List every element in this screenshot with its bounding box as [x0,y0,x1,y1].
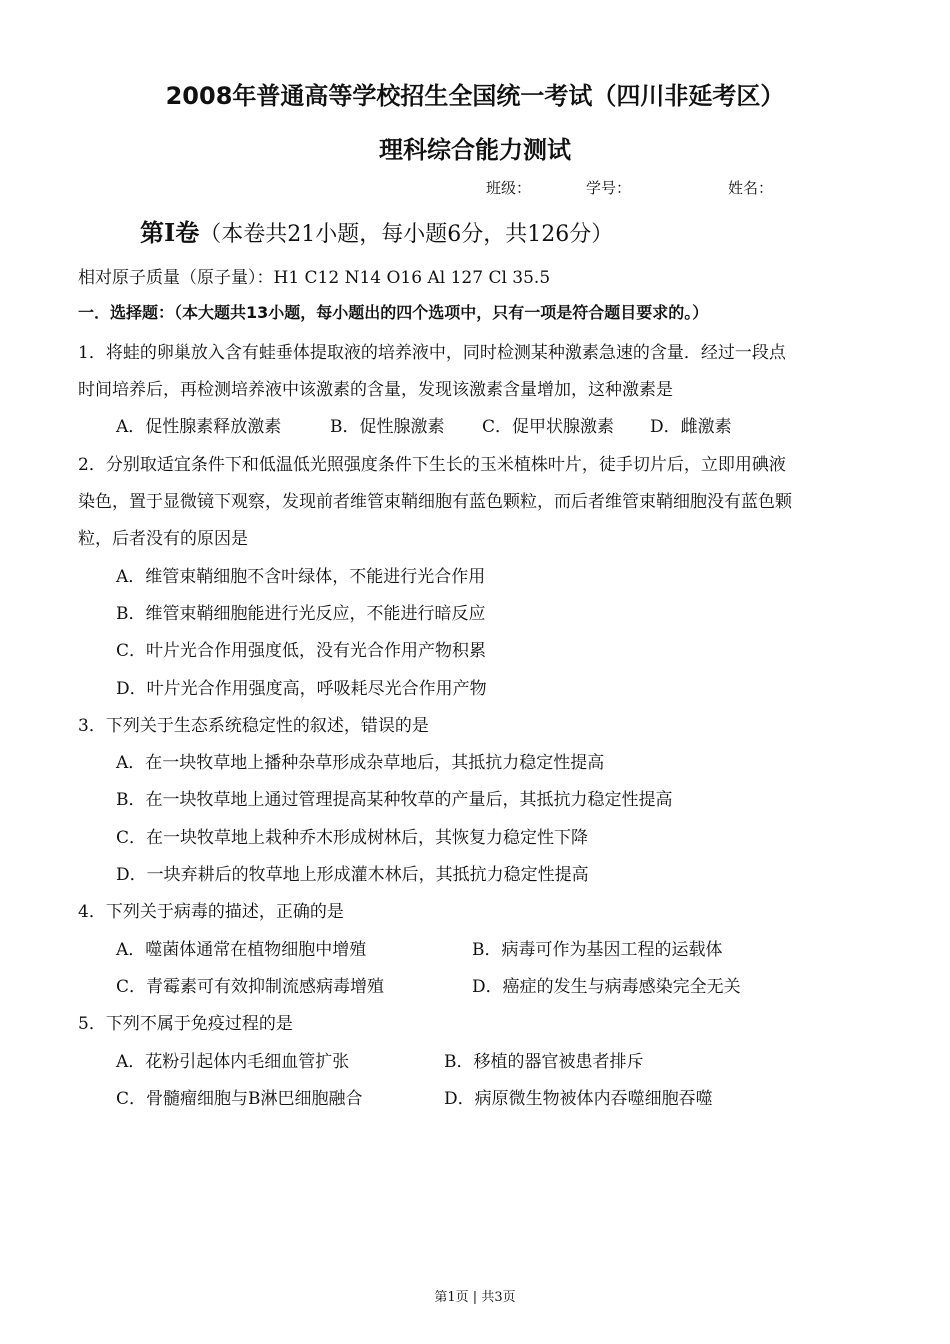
q2-option-a: A．维管束鞘细胞不含叶绿体，不能进行光合作用 [116,567,486,587]
atomic-mass-line: 相对原子质量（原子量）：H1 C12 N14 O16 Al 127 Cl 35.5 [78,268,551,288]
section-title: 第Ⅰ卷 [140,218,200,247]
section-heading [140,213,613,248]
q4-option-d: D．癌症的发生与病毒感染完全无关 [472,977,741,997]
q2-stem-line1: 2．分别取适宜条件下和低温低光照强度条件下生长的玉米植株叶片，徒手切片后，立即用碘液 [78,455,786,475]
q3-stem: 3．下列关于生态系统稳定性的叙述，错误的是 [78,716,429,736]
q2-option-b: B．维管束鞘细胞能进行光反应，不能进行暗反应 [116,604,486,624]
q5-option-d: D．病原微生物被体内吞噬细胞吞噬 [444,1089,713,1109]
q1-option-b: B．促性腺激素 [330,417,445,437]
q5-option-c: C．骨髓瘤细胞与B淋巴细胞融合 [116,1089,363,1109]
q2-stem-line3: 粒，后者没有的原因是 [78,529,248,549]
q1-stem-line1: 1．将蛙的卵巢放入含有蛙垂体提取液的培养液中，同时检测某种激素急速的含量．经过一段点 [78,343,786,363]
q5-option-a: A．花粉引起体内毛细血管扩张 [116,1052,350,1072]
part1-heading: 一．选择题：（本大题共13小题，每小题出的四个选项中，只有一项是符合题目要求的。） [78,303,709,322]
q4-option-b: B．病毒可作为基因工程的运载体 [472,940,723,960]
q5-option-b: B．移植的器官被患者排斥 [444,1052,644,1072]
q4-option-c: C．青霉素可有效抑制流感病毒增殖 [116,977,385,997]
q2-stem-line2: 染色，置于显微镜下观察，发现前者维管束鞘细胞有蓝色颗粒，而后者维管束鞘细胞没有蓝色颗 [78,492,792,512]
q3-option-b: B．在一块牧草地上通过管理提高某种牧草的产量后，其抵抗力稳定性提高 [116,790,673,810]
q2-option-d: D．叶片光合作用强度高，呼吸耗尽光合作用产物 [116,679,487,699]
q3-option-d: D．一块弃耕后的牧草地上形成灌木林后，其抵抗力稳定性提高 [116,865,589,885]
q3-option-a: A．在一块牧草地上播种杂草形成杂草地后，其抵抗力稳定性提高 [116,753,605,773]
q3-option-c: C．在一块牧草地上栽种乔木形成树林后，其恢复力稳定性下降 [116,828,589,848]
q1-option-d: D．雌激素 [650,417,732,437]
q2-option-c: C．叶片光合作用强度低，没有光合作用产物积累 [116,641,487,661]
exam-subtitle: 理科综合能力测试 [379,136,571,164]
q1-option-a: A．促性腺素释放激素 [116,417,282,437]
q4-option-a: A．噬菌体通常在植物细胞中增殖 [116,940,367,960]
q4-stem: 4．下列关于病毒的描述，正确的是 [78,902,344,922]
name-label: 姓名： [728,179,774,197]
exam-title: 2008年普通高等学校招生全国统一考试（四川非延考区） [165,82,785,110]
q5-stem: 5．下列不属于免疫过程的是 [78,1014,293,1034]
q1-stem-line2: 时间培养后，再检测培养液中该激素的含量，发现该激素含量增加，这种激素是 [78,380,673,400]
section-note: （本卷共21小题，每小题6分，共126分） [199,222,614,247]
class-label: 班级： [486,179,532,197]
page-footer: 第1页 | 共3页 [434,1290,516,1305]
q1-option-c: C．促甲状腺激素 [482,417,615,437]
student-id-label: 学号： [586,179,632,197]
